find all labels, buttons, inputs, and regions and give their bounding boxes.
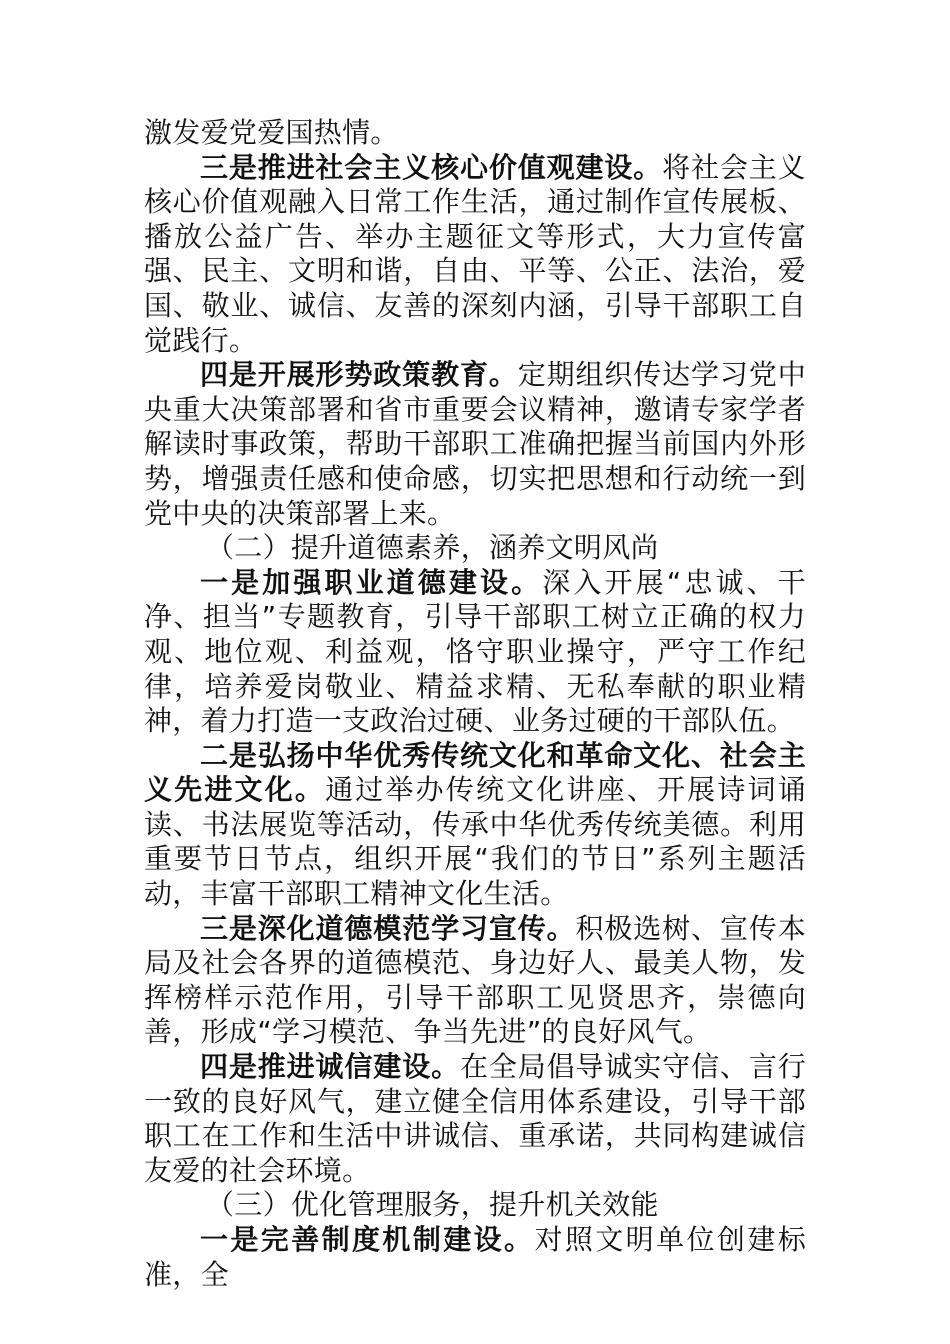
paragraph-lead: 一是完善制度机制建设。 xyxy=(200,1223,535,1256)
paragraph-policy-education xyxy=(144,358,806,531)
paragraph-lead: 一是加强职业道德建设。 xyxy=(200,565,543,599)
paragraph-integrity xyxy=(144,1050,806,1188)
paragraph-traditional-culture xyxy=(144,739,806,912)
paragraph-lead: 三是深化道德模范学习宣传。 xyxy=(200,911,576,945)
paragraph-body: 定期组织传达学习党中央重大决策部署和省市重要会议精神，邀请专家学者解读时事政策，帮助干部职工准确把握当前国内外形势，增强责任感和使命感，切实把思想和行动统一到党中央的决策部署上来。 xyxy=(144,358,806,530)
section-heading-3 xyxy=(144,1188,806,1223)
section-heading-text: （二）提升道德素养，涵养文明风尚 xyxy=(206,531,659,565)
paragraph-body: 通过举办传统文化讲座、开展诗词诵读、书法展览等活动，传承中华优秀传统美德。利用重要节日节点，组织开展“我们的节日”系列主题活动，丰富干部职工精神文化生活。 xyxy=(144,773,806,911)
paragraph-core-values xyxy=(144,151,806,359)
paragraph-body: 将社会主义核心价值观融入日常工作生活，通过制作宣传展板、播放公益广告、举办主题征文等形式，大力宣传富强、民主、文明和谐，自由、平等、公正、法治，爱国、敬业、诚信、友善的深刻内涵，引导干部职工自觉践行。 xyxy=(144,150,806,357)
paragraph-body: 深入开展“忠诚、干净、担当”专题教育，引导干部职工树立正确的权力观、地位观、利益观，恪守职业操守，严守工作纪律，培养爱岗敬业、精益求精、无私奉献的职业精神，着力打造一支政治过硬、业务过硬的干部队伍。 xyxy=(144,565,806,738)
paragraph-institutional-mechanism xyxy=(144,1223,806,1292)
paragraph-lead: 三是推进社会主义核心价值观建设。 xyxy=(200,150,663,184)
section-heading-text: （三）优化管理服务，提升机关效能 xyxy=(206,1188,659,1222)
paragraph-body: 在全局倡导诚实守信、言行一致的良好风气，建立健全信用体系建设，引导干部职工在工作和生活中讲诚信、重承诺，共同构建诚信友爱的社会环境。 xyxy=(144,1050,806,1187)
paragraph-body: 积极选树、宣传本局及社会各界的道德模范、身边好人、最美人物，发挥榜样示范作用，引导干部职工见贤思齐，崇德向善，形成“学习模范、争当先进”的良好风气。 xyxy=(144,911,806,1049)
paragraph-professional-ethics xyxy=(144,566,806,739)
paragraph-lead: 四是开展形势政策教育。 xyxy=(200,358,518,392)
paragraph-lead: 二是弘扬中华优秀传统文化和革命文化、社会主义先进文化。 xyxy=(144,738,806,807)
paragraph-lead: 四是推进诚信建设。 xyxy=(200,1050,460,1084)
paragraph-continuation xyxy=(144,116,806,151)
document-body xyxy=(144,116,806,1292)
paragraph-text: 激发爱党爱国热情。 xyxy=(144,116,399,149)
paragraph-moral-models xyxy=(144,912,806,1050)
section-heading-2 xyxy=(144,531,806,566)
paragraph-body: 对照文明单位创建标准，全 xyxy=(144,1223,806,1291)
